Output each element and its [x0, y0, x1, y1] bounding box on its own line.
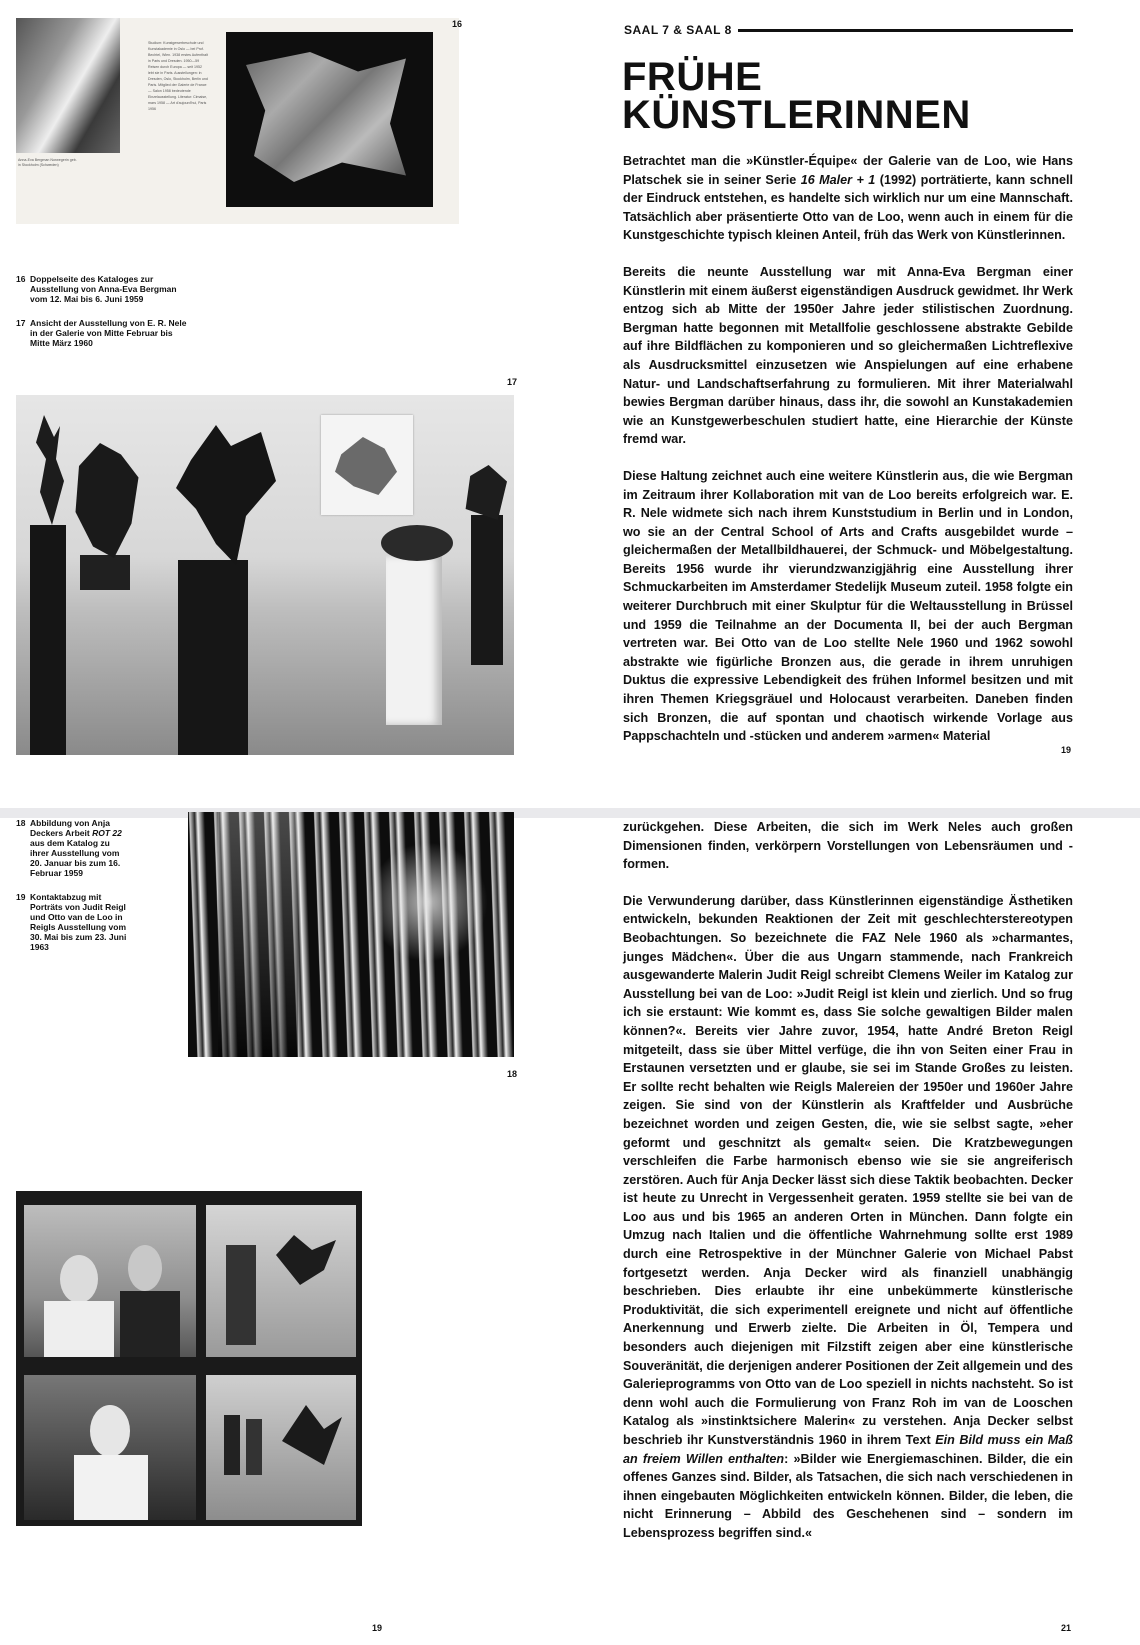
caption-number: 19 — [16, 892, 26, 902]
portrait-caption-text: Anna-Eva Bergman Norwegerin geb. in Stockholm (Schweden) — [18, 158, 77, 167]
wall-relief-panel — [321, 415, 413, 515]
article-text — [623, 152, 1073, 746]
section-rule — [738, 29, 1073, 32]
paragraph: Die Verwunderung darüber, dass Künstlerinnen eigenständige Ästhetiken entwickeln, bekunden Reaktionen der Zeit mit geschlechterstereotypen Beobachtungen. So bezeichnete die FAZ Nele 1960 als »charmantes, junges Mädchen«. Über die aus Ungarn stammende, nach Frankreich ausgewanderte Malerin Judit Reigl schreibt Clemens Weiler im Katalog zur Ausstellung bei van de Loo: »Judit Reigl ist klein und zierlich. Und so frug ich sie erstaunt: Wie kommt es, dass Sie solche gewaltigen Bilder malen können?«. Bereits vier Jahre zuvor, 1954, hatte André Breton Reigl mitgeteilt, dass sie über Mittel verfüge, die ihn von Seiten einer Frau in Erstaunen versetzten und er glaube, sie sei im Stande Großes zu leisten. Er sollte recht behalten wie Reigls Malereien der 1950er und 1960er Jahre zeigen. Sie sind von der Künstlerin als Kraftfelder und Ausbrüche bezeichnet worden und zeigen Gesten, die, wie sie selbst sagte, »eher geformt und geschnitzt als gemalt« seien. Die Kratzbewegungen verschleifen die Farbe harmonisch ebenso wie sie sie angreiferisch zerstören. Auch für Anja Decker lässt sich diese Taktik beobachten. Decker ist heute zu Unrecht in Vergessenheit geraten. 1959 stellte sie bei van de Loo aus und bis 1965 an anderen Orten in München. Dann folgte ein Umzug nach Italien und die öffentliche Wahrnehmung sollte erst 1989 durch eine Retrospektive in der Münchner Galerie von Michael Pabst fortgesetzt werden. Anja Decker wird als finanziell unabhängig beschrieben. Dies erlaubte ihr eine unbekümmerte künstlerische Produktivität, die sich experimentell ereignete und nicht auf öffentliche Anerkennung und Erwerb zielte. Die Arbeiten in Öl, Tempera und besonders auch diejenigen mit Filzstift zeigen aber eine künstlerische Souveränität, die derjenigen anderer Positionen der Zeit allgemein und des Galerieprogramms von Otto van de Loo speziell in nichts nachsteht. So ist denn wohl auch die Formulierung von Franz Roh im van de Looschen Katalog als »instinktsichere Malerin« zu verstehen. Anja Decker selbst beschrieb ihr Kunstverständnis 1960 in ihrem Text Ein Bild muss ein Maß an freiem Willen enthalten: »Bilder wie Energiemaschinen. Bilder, die ein offenes Ganzes sind. Bilder, als Tatsachen, die sich nach verschiedenen in ihnen eingebauten Möglichkeiten entwickeln können. Bilder, die leben, die nicht Erinnerung – Abbild des Geschehenen sind – sondern im Lebensprozess begriffen sind.« — [623, 893, 1073, 1540]
contact-frame — [24, 1205, 196, 1357]
sculpture-pedestal — [30, 525, 66, 755]
title-line-2: KÜNSTLERINNEN — [622, 93, 971, 137]
caption-19 — [16, 892, 130, 952]
caption-16 — [16, 274, 190, 304]
caption-18 — [16, 818, 130, 878]
contact-frame — [206, 1205, 356, 1357]
figure-number-18: 18 — [507, 1069, 518, 1079]
caption-text: Abbildung von Anja Deckers Arbeit ROT 22 aus dem Katalog zu ihrer Ausstellung vom 20. Januar bis zum 16. Februar 1959 — [30, 818, 122, 878]
italic-title: ROT 22 — [92, 828, 122, 838]
caption-17 — [16, 318, 190, 348]
sculpture — [461, 465, 507, 520]
title-line-1: FRÜHE — [622, 55, 763, 99]
page-number: 19 — [1061, 745, 1072, 755]
caption-text: Ansicht der Ausstellung von E. R. Nele in der Galerie von Mitte Februar bis Mitte März 1960 — [30, 318, 187, 348]
paragraph: zurückgehen. Diese Arbeiten, die sich im Werk Neles auch großen Dimensionen finden, verkörpern Vorstellungen von Lebensräumen und -formen. — [623, 820, 1073, 872]
catalog-spread-image — [16, 18, 459, 224]
contact-sheet-photo — [16, 1191, 362, 1526]
top-spread — [0, 0, 1140, 808]
paragraph: Bereits die neunte Ausstellung war mit Anna-Eva Bergman einer Künstlerin mit einem äußerst eigenständigen Ausdruck gewidmet. Ihr Werk entzog sich ab Mitte der 1950er Jahre jeder stilistischen Zuordnung. Bergman hatte begonnen mit Metallfolie geschlossene abstrakte Gebilde auf ihre Bildflächen zu komponieren und so gleichermaßen Lichtreflexive als Ausdrucksmittel einzusetzen wie Anspielungen auf eine erhabene Natur- und Landschaftserfahrung zu formulieren. Mit ihrer Materialwahl bewies Bergman darüber hinaus, dass ihr, die sowohl an Kunstakademien wie an Kunstgewerbeschulen studiert hatte, eine Hierarchie der Künste fremd war. — [623, 264, 1073, 447]
caption-text: Doppelseite des Kataloges zur Ausstellung von Anna-Eva Bergman vom 12. Mai bis 6. Juni 1959 — [30, 274, 177, 304]
figure-number-17: 17 — [507, 377, 518, 387]
sculpture — [381, 525, 453, 561]
metal-foil-painting — [226, 32, 433, 207]
artist-portrait-photo — [16, 18, 120, 153]
page-title — [622, 55, 971, 137]
section-label: SAAL 7 & SAAL 8 — [624, 23, 732, 37]
caption-number: 18 — [16, 818, 26, 828]
paragraph: Betrachtet man die »Künstler-Équipe« der Galerie van de Loo, wie Hans Platschek sie in seiner Serie 16 Maler + 1 (1992) porträtierte, kann schnell der Eindruck entstehen, es handelte sich wirklich nur um eine Mannschaft. Tatsächlich aber präsentierte Otto van de Loo, wenn auch in einem für die Kunstgeschichte typisch kleinen Anteil, früh das Werk von Künstlerinnen. — [623, 154, 1073, 243]
sculpture-pedestal — [80, 555, 130, 590]
caption-number: 16 — [16, 274, 26, 284]
sculpture-pedestal — [471, 515, 503, 665]
page-number: 21 — [1061, 1623, 1072, 1633]
caption-number: 17 — [16, 318, 26, 328]
sculpture-pedestal — [386, 555, 442, 725]
catalog-bio-text: Studium: Kunstgewerbeschule und Kunstakademie in Oslo — bei Prof. Bechtel, Wien. 1938 erstes Aufenthalt in Paris und Dresden. 1950—59 Reisen durch Europa — seit 1952 lebt sie in Paris. Ausstellungen: in Dresden, Oslo, Stockholm, Berlin und Paris. Mitglied der Galerie de France — Salon 1958 bedeutende Einzelausstellung. Literatur: Cimaise, mars 1958 — Art d'aujourd'hui, Paris 1956 — [148, 41, 208, 111]
sculpture — [176, 425, 276, 565]
sculpture — [72, 443, 142, 558]
sculpture-pedestal — [178, 560, 248, 755]
bottom-spread — [0, 818, 1140, 1645]
paragraph: Diese Haltung zeichnet auch eine weitere Künstlerin aus, die wie Bergman im Zeitraum ihrer Kollaboration mit van de Loo bereits erfolgreich war. E. R. Nele widmete sich nach ihrem Kunststudium in Berlin und in London, wo sie an der Central School of Arts and Crafts ausgebildet wurde – gleichermaßen der Metallbildhauerei, der Schmuck- und Möbelgestaltung. Bereits 1956 wurde ihr vierundzwanzigjährig eine Ausstellung ihrer Schmuckarbeiten im Amsterdamer Stedelijk Museum zuteil. 1958 folgte ein weiterer Durchbruch mit einer Skulptur für die Weltausstellung in Brüssel und 1959 die Teilnahme an der Documenta II, bei der auch Bergman vertreten war. Bei Otto van de Loo stellte Nele 1960 und 1962 sowohl abstrakte wie figürliche Bronzen aus, die gerade in ihrem unruhigen Duktus die expressive Lebendigkeit des frühen Informel besitzen und mit ihren Themen Kriegsgräuel und Holocaust verarbeiten. Daneben finden sich Bronzen, die auf spontan und chaotisch wirkende Vorlage aus Pappschachteln und -stücken und anderem »armen« Material — [623, 468, 1073, 744]
contact-frame — [24, 1375, 196, 1520]
sculpture — [32, 415, 72, 525]
figure-number-19: 19 — [372, 1623, 383, 1633]
exhibition-view-photo — [16, 395, 514, 755]
figure-number-16: 16 — [452, 19, 463, 29]
article-text — [623, 818, 1073, 1543]
italic-title: 16 Maler + 1 — [800, 172, 876, 187]
caption-text: Kontaktabzug mit Porträts von Judit Reigl und Otto van de Loo in Reigls Ausstellung vom 30. Mai bis zum 23. Juni 1963 — [30, 892, 127, 952]
contact-frame — [206, 1375, 356, 1520]
italic-title: Ein Bild muss ein Maß an freiem Willen enthalten — [623, 1433, 1073, 1466]
abstract-painting-rot22 — [188, 812, 514, 1057]
